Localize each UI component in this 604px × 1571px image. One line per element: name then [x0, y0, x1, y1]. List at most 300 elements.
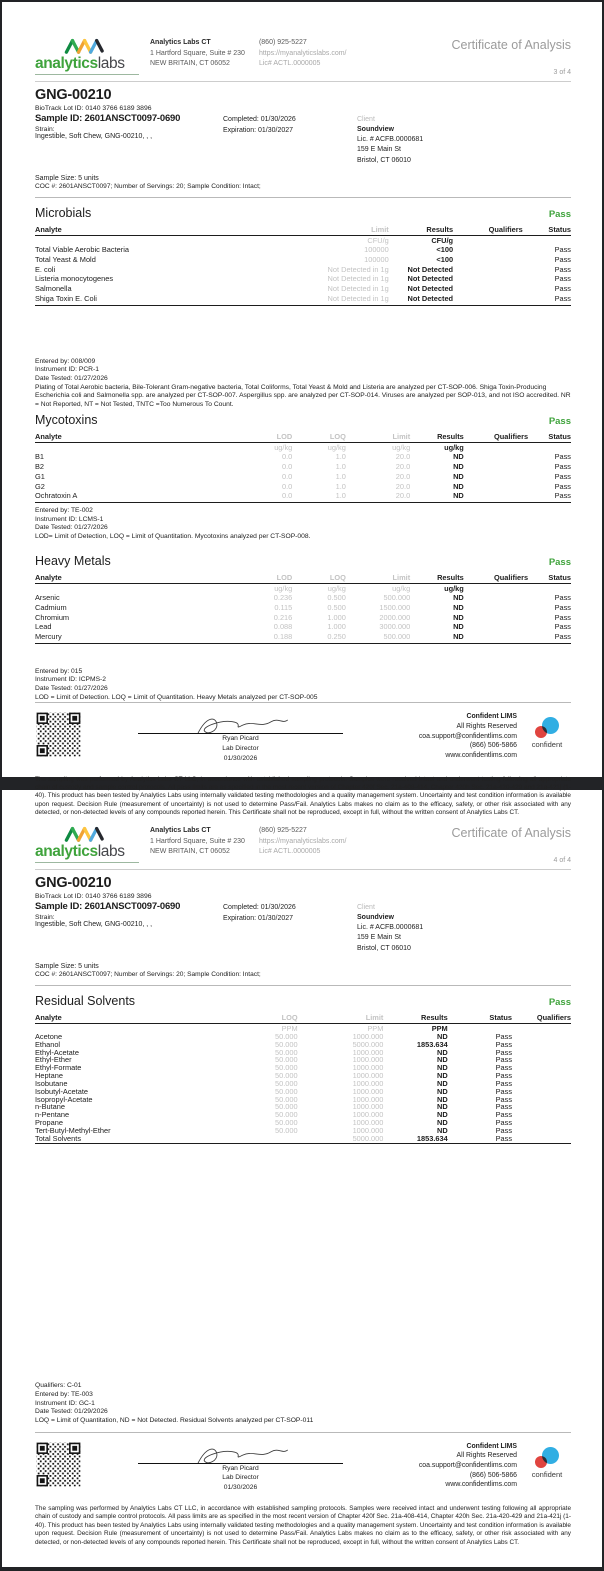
- cell-lod: 0.0: [282, 481, 293, 491]
- cell-qualifiers: [464, 613, 528, 623]
- sample-id-block: [35, 901, 223, 954]
- cell-status: Pass: [495, 1031, 513, 1041]
- cell-qualifiers: [512, 1080, 571, 1088]
- lims-name: Confident LIMS: [466, 713, 517, 721]
- cell-status: Pass: [495, 1063, 513, 1073]
- cell-status: Pass: [495, 1102, 513, 1112]
- divider: [35, 197, 571, 198]
- biotrack-lot-id: BioTrack Lot ID: 0140 3766 6189 3896: [35, 105, 152, 112]
- cell-limit: 1500.000: [379, 602, 411, 612]
- table-row: [35, 603, 571, 613]
- table-row: [35, 472, 571, 482]
- table-row: [35, 1064, 571, 1072]
- divider: [35, 985, 571, 986]
- cell-results: ND: [453, 622, 464, 632]
- heavy-metals-notes: [35, 668, 571, 703]
- cell-limit: 1000.000: [352, 1063, 384, 1073]
- cell-status: Pass: [495, 1055, 513, 1065]
- lims-email-link[interactable]: coa.support@confidentlims.com: [418, 732, 517, 740]
- cell-limit: Not Detected in 1g: [327, 294, 389, 304]
- cell-results: ND: [453, 451, 464, 461]
- section-microbials-header: [35, 206, 571, 220]
- note-line: Date Tested: 01/27/2026: [35, 375, 108, 382]
- note-line: Entered by: 015: [35, 667, 83, 675]
- cell-analyte: G1: [35, 471, 45, 481]
- coa-page-3: [2, 2, 602, 817]
- table-row: [35, 593, 571, 603]
- table-row: [35, 1033, 571, 1041]
- client-name: Soundview: [357, 126, 394, 134]
- cell-results: ND: [437, 1063, 448, 1073]
- note-line: Entered by: 008/009: [35, 357, 96, 365]
- cell-qualifiers: [453, 255, 523, 265]
- microbials-notes: [35, 358, 571, 410]
- units-row: [35, 1023, 571, 1033]
- sample-info-row: [35, 113, 571, 166]
- cell-status: Pass: [554, 451, 571, 461]
- cell-analyte: Isobutyl-Acetate: [35, 1086, 88, 1096]
- lab-license: Lic# ACTL.0000005: [258, 60, 321, 67]
- col-limit: Limit: [298, 1013, 384, 1024]
- divider: [35, 702, 571, 703]
- coc-line: COC #: 2601ANSCT0097; Number of Servings: 20; Sample Condition: Intact;: [35, 182, 261, 190]
- cell-results: Not Detected: [407, 294, 454, 304]
- cell-loq: 1.0: [335, 461, 346, 471]
- cell-status: Pass: [554, 612, 571, 622]
- cell-qualifiers: [512, 1135, 571, 1143]
- section-title: Microbials: [35, 205, 92, 220]
- cell-qualifiers: [453, 265, 523, 275]
- cell-limit: 1000.000: [352, 1071, 384, 1081]
- lims-info: [399, 1442, 517, 1490]
- cell-results: ND: [453, 602, 464, 612]
- cell-limit: 20.0: [395, 491, 411, 501]
- mycotoxins-notes: [35, 507, 571, 542]
- cell-status: Pass: [554, 254, 571, 264]
- cell-limit: 500.000: [383, 592, 411, 602]
- sample-size: Sample Size: 5 units: [35, 174, 99, 182]
- unit-results: CFU/g: [431, 235, 454, 245]
- cell-analyte: B2: [35, 461, 45, 471]
- table-row: [35, 245, 571, 255]
- status-badge: Pass: [548, 415, 571, 427]
- client-block: [357, 901, 423, 954]
- cell-qualifiers: [464, 472, 528, 482]
- cell-status: Pass: [554, 632, 571, 642]
- lims-website-link[interactable]: www.confidentlims.com: [445, 1481, 517, 1489]
- cell-limit: 20.0: [395, 471, 411, 481]
- unit-limit: ug/kg: [392, 583, 411, 593]
- lab-contact-block: [259, 36, 347, 70]
- col-qualifiers: Qualifiers: [464, 573, 528, 584]
- col-loq: LOQ: [292, 573, 346, 584]
- lab-logo-mark-icon: [64, 36, 110, 55]
- completed-date: Completed: 01/30/2026: [223, 904, 296, 911]
- table-row: [35, 462, 571, 472]
- lims-email-link[interactable]: coa.support@confidentlims.com: [418, 1461, 517, 1469]
- note-line: LOQ = Limit of Quantitation, ND = Not Detected. Residual Solvents analyzed per CT-SOP-011: [35, 1416, 314, 1424]
- col-results: Results: [410, 573, 464, 584]
- client-address-line1: 159 E Main St: [357, 146, 401, 154]
- signature-date: 01/30/2026: [223, 754, 258, 762]
- cell-analyte: Ethanol: [35, 1039, 61, 1049]
- note-line: Instrument ID: GC-1: [35, 1399, 95, 1407]
- table-row: [35, 275, 571, 285]
- table-row: [35, 265, 571, 275]
- note-line: LOD = Limit of Detection. LOQ = Limit of Quantitation. Heavy Metals analyzed per CT-SOP-005: [35, 693, 318, 701]
- cell-limit: Not Detected in 1g: [327, 264, 389, 274]
- table-row: [35, 623, 571, 633]
- units-row: [35, 583, 571, 593]
- cell-loq: 50.000: [275, 1086, 298, 1096]
- cell-status: Pass: [495, 1078, 513, 1088]
- cell-qualifiers: [512, 1103, 571, 1111]
- divider: [35, 1432, 571, 1433]
- client-license: Lic. # ACFB.0000681: [357, 136, 424, 144]
- cell-results: ND: [453, 471, 464, 481]
- unit-loq: PPM: [281, 1023, 298, 1033]
- document-title: Certificate of Analysis: [451, 38, 571, 52]
- cell-results: ND: [437, 1110, 448, 1120]
- page-number: 4 of 4: [553, 857, 571, 864]
- strain-label: Strain:: [35, 914, 55, 921]
- cell-limit: 1000.000: [352, 1047, 384, 1057]
- cell-status: Pass: [554, 264, 571, 274]
- note-line: Qualifiers: C-01: [35, 1382, 82, 1390]
- signature-block: [82, 1443, 399, 1493]
- dates-block: [223, 901, 357, 954]
- cell-analyte: n-Butane: [35, 1102, 65, 1112]
- cell-loq: 50.000: [275, 1118, 298, 1128]
- qr-code: [35, 1441, 82, 1488]
- cell-results: ND: [453, 612, 464, 622]
- note-line: Entered by: TE-002: [35, 506, 93, 514]
- lims-phone: (866) 506-5866: [469, 1471, 517, 1479]
- cell-results: ND: [437, 1086, 448, 1096]
- table-row: [35, 1088, 571, 1096]
- cell-loq: 1.0: [335, 471, 346, 481]
- page-header: [35, 36, 571, 82]
- completed-date: Completed: 01/30/2026: [223, 116, 296, 123]
- section-title: Heavy Metals: [35, 553, 111, 568]
- cell-analyte: n-Pentane: [35, 1110, 70, 1120]
- page-footer: [35, 711, 571, 763]
- col-analyte: Analyte: [35, 225, 303, 236]
- cell-analyte: Isopropyl-Acetate: [35, 1094, 93, 1104]
- table-row: [35, 1056, 571, 1064]
- unit-limit: CFU/g: [367, 235, 389, 245]
- strain-value: Ingestible, Soft Chew, GNG-00210, , ,: [35, 921, 153, 928]
- client-label: Client: [357, 116, 375, 123]
- col-results: Results: [410, 432, 464, 443]
- cell-analyte: Ochratoxin A: [35, 491, 78, 501]
- cell-loq: 50.000: [275, 1031, 298, 1041]
- lims-website-link[interactable]: www.confidentlims.com: [445, 752, 517, 760]
- cell-limit: 20.0: [395, 461, 411, 471]
- document-title: Certificate of Analysis: [451, 826, 571, 840]
- cell-analyte: Heptane: [35, 1071, 63, 1081]
- cell-qualifiers: [512, 1072, 571, 1080]
- cell-analyte: Cadmium: [35, 602, 67, 612]
- cell-results: ND: [437, 1055, 448, 1065]
- expiration-date: Expiration: 01/30/2027: [223, 914, 294, 922]
- cell-limit: 2000.000: [379, 612, 411, 622]
- table-row: [35, 1119, 571, 1127]
- lab-name: Analytics Labs CT: [150, 827, 211, 834]
- lab-wordmark: analyticslabs: [35, 56, 139, 75]
- signer-title: Lab Director: [222, 745, 259, 753]
- cell-lod: 0.236: [273, 592, 293, 602]
- lab-address-block: [150, 824, 245, 858]
- cell-status: Pass: [554, 481, 571, 491]
- cell-analyte: Arsenic: [35, 592, 60, 602]
- confident-logo-text: confident: [531, 1469, 563, 1479]
- cell-lod: 0.115: [274, 602, 293, 612]
- cell-results: ND: [437, 1118, 448, 1128]
- cell-results: ND: [453, 461, 464, 471]
- cell-qualifiers: [464, 623, 528, 633]
- unit-results: ug/kg: [444, 583, 464, 593]
- cell-loq: 50.000: [275, 1063, 298, 1073]
- cell-loq: 0.250: [327, 632, 346, 642]
- unit-results: ug/kg: [444, 442, 464, 452]
- document-title-block: [452, 824, 572, 864]
- cell-status: Pass: [554, 244, 571, 254]
- cell-limit: 5000.000: [352, 1133, 384, 1143]
- table-row: [35, 255, 571, 265]
- strain-label: Strain:: [35, 126, 55, 133]
- table-row: [35, 1096, 571, 1104]
- cell-analyte: Acetone: [35, 1031, 63, 1041]
- cell-qualifiers: [512, 1033, 571, 1041]
- cell-status: Pass: [495, 1110, 513, 1120]
- cell-results: ND: [437, 1031, 448, 1041]
- cell-qualifiers: [464, 452, 528, 462]
- cell-results: ND: [453, 632, 464, 642]
- page-number: 3 of 4: [553, 69, 571, 76]
- signature-line: [138, 1463, 343, 1464]
- sample-info-row: [35, 901, 571, 954]
- qr-code: [35, 711, 82, 758]
- signature-date: 01/30/2026: [223, 1484, 258, 1492]
- cell-loq: 1.000: [327, 612, 346, 622]
- cell-analyte: Total Solvents: [35, 1133, 82, 1143]
- lab-address-line2: NEW BRITAIN, CT 06052: [150, 60, 230, 67]
- lab-phone: (860) 925-5227: [258, 39, 307, 46]
- cell-status: Pass: [554, 294, 571, 304]
- cell-qualifiers: [512, 1127, 571, 1135]
- cell-limit: 100000: [364, 254, 389, 264]
- cell-loq: 1.0: [335, 451, 346, 461]
- cell-analyte: E. coli: [35, 264, 56, 274]
- cell-qualifiers: [512, 1119, 571, 1127]
- cell-loq: 0.500: [327, 592, 346, 602]
- col-qualifiers: Qualifiers: [464, 432, 528, 443]
- client-block: [357, 113, 423, 166]
- sample-id-block: [35, 113, 223, 166]
- cell-limit: 100000: [364, 244, 389, 254]
- cell-status: Pass: [554, 491, 571, 501]
- confident-logo: [523, 1447, 571, 1479]
- lab-address-block: [150, 36, 245, 70]
- cell-results: Not Detected: [407, 274, 454, 284]
- cell-qualifiers: [464, 603, 528, 613]
- cell-status: Pass: [495, 1133, 513, 1143]
- note-line: Instrument ID: PCR-1: [35, 366, 99, 374]
- table-row: [35, 482, 571, 492]
- table-header-row: [35, 225, 571, 236]
- cell-results: ND: [437, 1125, 448, 1135]
- table-row: [35, 1080, 571, 1088]
- lab-logo-mark-icon: [64, 824, 110, 843]
- cell-qualifiers: [512, 1041, 571, 1049]
- cell-results: <100: [436, 254, 454, 264]
- confident-logo: [523, 717, 571, 749]
- table-row: [35, 285, 571, 295]
- cell-analyte: Ethyl-Formate: [35, 1063, 82, 1073]
- col-analyte: Analyte: [35, 573, 239, 584]
- biotrack-lot-id: BioTrack Lot ID: 0140 3766 6189 3896: [35, 893, 152, 900]
- table-header-row: [35, 573, 571, 584]
- lab-license: Lic# ACTL.0000005: [258, 848, 321, 855]
- status-badge: Pass: [548, 208, 571, 220]
- cell-loq: 50.000: [275, 1102, 298, 1112]
- cell-results: ND: [453, 491, 464, 501]
- coa-page-4: [2, 790, 602, 1567]
- cell-loq: 50.000: [275, 1055, 298, 1065]
- lab-website-link[interactable]: https://myanalyticslabs.com/: [258, 837, 347, 845]
- table-row: [35, 1041, 571, 1049]
- cell-limit: 1000.000: [352, 1125, 384, 1135]
- client-address-line1: 159 E Main St: [357, 934, 401, 942]
- cell-loq: 1.000: [327, 622, 346, 632]
- unit-lod: ug/kg: [274, 442, 293, 452]
- cell-analyte: Propane: [35, 1118, 63, 1128]
- cell-results: 1853.634: [416, 1039, 448, 1049]
- unit-loq: ug/kg: [327, 583, 346, 593]
- section-heavy-metals-header: [35, 554, 571, 568]
- cell-qualifiers: [512, 1088, 571, 1096]
- cell-loq: 50.000: [275, 1071, 298, 1081]
- note-line: Entered by: TE-003: [35, 1390, 93, 1398]
- cell-limit: Not Detected in 1g: [327, 284, 389, 294]
- col-results: Results: [389, 225, 453, 236]
- cell-status: Pass: [495, 1094, 513, 1104]
- client-address-line2: Bristol, CT 06010: [357, 156, 411, 164]
- cell-analyte: Total Yeast & Mold: [35, 254, 96, 264]
- cell-limit: 1000.000: [352, 1118, 384, 1128]
- col-analyte: Analyte: [35, 432, 239, 443]
- unit-limit: ug/kg: [392, 442, 411, 452]
- table-row: [35, 613, 571, 623]
- cell-lod: 0.0: [282, 491, 293, 501]
- cell-status: Pass: [495, 1118, 513, 1128]
- cell-qualifiers: [464, 593, 528, 603]
- lims-name: Confident LIMS: [466, 1442, 517, 1450]
- cell-loq: 1.0: [335, 481, 346, 491]
- cell-status: Pass: [554, 622, 571, 632]
- cell-lod: 0.0: [282, 471, 293, 481]
- cell-analyte: Lead: [35, 622, 52, 632]
- cell-results: ND: [437, 1102, 448, 1112]
- status-badge: Pass: [548, 556, 571, 568]
- page-footer: [35, 1441, 571, 1493]
- signature-block: [82, 713, 399, 763]
- cell-qualifiers: [464, 633, 528, 643]
- cell-qualifiers: [464, 462, 528, 472]
- cell-qualifiers: [512, 1111, 571, 1119]
- lab-address-line1: 1 Hartford Square, Suite # 230: [150, 49, 245, 57]
- table-row: [35, 452, 571, 462]
- cell-limit: 5000.000: [352, 1039, 384, 1049]
- lab-website-link[interactable]: https://myanalyticslabs.com/: [258, 49, 347, 57]
- note-line: Plating of Total Aerobic bacteria, Bile-Tolerant Gram-negative bacteria, Total Coliforms, Total Yeast & Mold and Listeria are analyzed per CT-SOP-006. Shiga Toxin-Producing Escherichia coli and Salmonella spp. are analyzed per CT-SOP-007. Aspergillus spp. are analyzed per CT-SOP-014. Viruses are analyzed per SOP-013, and not ISO accredited. NR = Not Reported, NT = Not Tested, TNTC =Too Numerous To Count.: [35, 383, 571, 409]
- cell-analyte: Salmonella: [35, 284, 72, 294]
- sample-size: Sample Size: 5 units: [35, 962, 99, 970]
- col-loq: LOQ: [292, 432, 346, 443]
- cell-results: ND: [453, 592, 464, 602]
- cell-limit: 1000.000: [352, 1078, 384, 1088]
- product-name: GNG-00210: [35, 87, 112, 103]
- col-status: Status: [448, 1013, 512, 1024]
- lims-rights: All Rights Reserved: [456, 1452, 517, 1460]
- note-line: Instrument ID: LCMS-1: [35, 515, 104, 523]
- cell-analyte: Tert-Butyl-Methyl-Ether: [35, 1125, 111, 1135]
- sample-id: Sample ID: 2601ANSCT0097-0690: [35, 901, 181, 912]
- microbials-table: [35, 225, 571, 306]
- cell-limit: 3000.000: [379, 622, 411, 632]
- cell-qualifiers: [453, 275, 523, 285]
- cell-limit: 500.000: [383, 632, 411, 642]
- lab-contact-block: [259, 824, 347, 858]
- lab-phone: (860) 925-5227: [258, 827, 307, 834]
- cell-analyte: Total Viable Aerobic Bacteria: [35, 244, 129, 254]
- cell-limit: 1000.000: [352, 1055, 384, 1065]
- table-row: [35, 295, 571, 305]
- signer-name: Ryan Picard: [222, 735, 259, 743]
- cell-analyte: Chromium: [35, 612, 70, 622]
- residual-solvents-notes: [35, 1382, 571, 1426]
- table-row: [35, 1049, 571, 1057]
- cell-lod: 0.0: [282, 461, 293, 471]
- cell-status: Pass: [495, 1047, 513, 1057]
- cell-limit: 1000.000: [352, 1031, 384, 1041]
- cell-qualifiers: [453, 245, 523, 255]
- cell-loq: 1.0: [335, 491, 346, 501]
- cell-analyte: Listeria monocytogenes: [35, 274, 114, 284]
- lims-rights: All Rights Reserved: [456, 723, 517, 731]
- cell-loq: 50.000: [275, 1039, 298, 1049]
- signature-line: [138, 733, 343, 734]
- cell-qualifiers: [464, 492, 528, 502]
- coc-line: COC #: 2601ANSCT0097; Number of Servings: 20; Sample Condition: Intact;: [35, 970, 261, 978]
- cell-analyte: Ethyl-Acetate: [35, 1047, 79, 1057]
- cell-loq: 50.000: [275, 1110, 298, 1120]
- cell-limit: 1000.000: [352, 1110, 384, 1120]
- cell-results: ND: [437, 1078, 448, 1088]
- cell-loq: 50.000: [275, 1125, 298, 1135]
- strain-value: Ingestible, Soft Chew, GNG-00210, , ,: [35, 133, 153, 140]
- cell-lod: 0.216: [273, 612, 293, 622]
- cell-loq: 50.000: [275, 1047, 298, 1057]
- unit-lod: ug/kg: [274, 583, 293, 593]
- cell-results: Not Detected: [407, 284, 454, 294]
- col-qualifiers: Qualifiers: [453, 225, 523, 236]
- confident-logo-icon: [535, 717, 559, 738]
- lab-logo: [35, 36, 139, 75]
- units-row: [35, 235, 571, 245]
- table-row: [35, 633, 571, 643]
